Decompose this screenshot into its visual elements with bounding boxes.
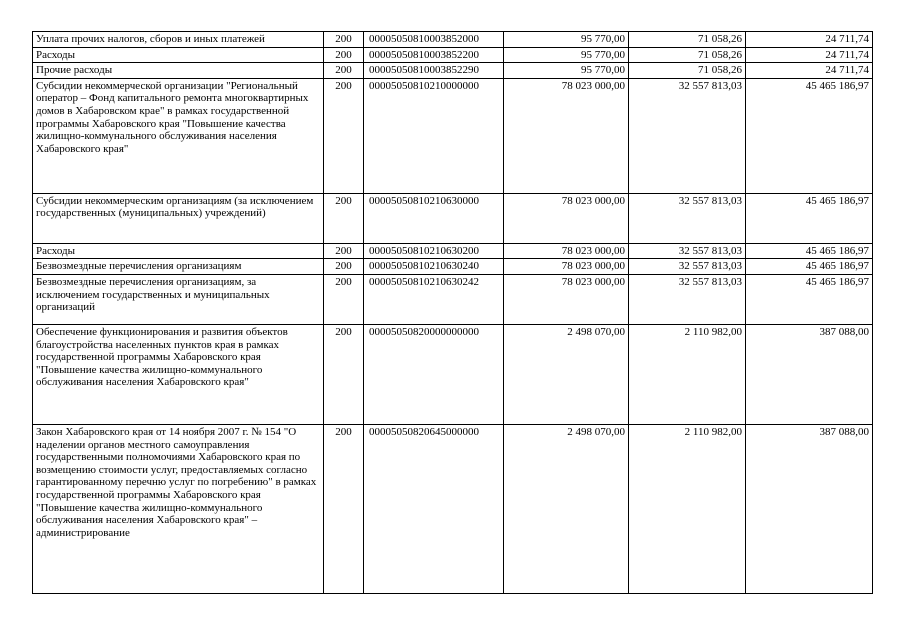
expense-name: Безвозмездные перечисления организациям, за исключением государственных и муниципальных организаций <box>33 274 324 324</box>
table-row <box>33 274 873 324</box>
approved-amount: 95 770,00 <box>504 32 629 48</box>
approved-amount: 78 023 000,00 <box>504 259 629 275</box>
classification-code: 00005050810210000000 <box>364 78 504 193</box>
expense-name: Субсидии некоммерческим организациям (за исключением государственных (муниципальных) учреждений) <box>33 193 324 243</box>
unexecuted-amount: 387 088,00 <box>746 324 873 424</box>
classification-code: 00005050820645000000 <box>364 424 504 593</box>
classification-code: 00005050810003852200 <box>364 47 504 63</box>
unexecuted-amount: 45 465 186,97 <box>746 78 873 193</box>
line-code: 200 <box>324 47 364 63</box>
expense-name: Безвозмездные перечисления организациям <box>33 259 324 275</box>
approved-amount: 78 023 000,00 <box>504 243 629 259</box>
executed-amount: 2 110 982,00 <box>629 324 746 424</box>
executed-amount: 32 557 813,03 <box>629 78 746 193</box>
approved-amount: 78 023 000,00 <box>504 193 629 243</box>
approved-amount: 95 770,00 <box>504 63 629 79</box>
classification-code: 00005050810210630240 <box>364 259 504 275</box>
line-code: 200 <box>324 424 364 593</box>
expense-name: Субсидии некоммерческой организации "Региональный оператор – Фонд капитального ремонта многоквартирных домов в Хабаровском крае" в рамках государственной программы Хабаровского края "Повышение качества жилищно-коммунального обслуживания населения Хабаровского края" <box>33 78 324 193</box>
table-row <box>33 47 873 63</box>
unexecuted-amount: 45 465 186,97 <box>746 243 873 259</box>
classification-code: 00005050810003852000 <box>364 32 504 48</box>
executed-amount: 32 557 813,03 <box>629 193 746 243</box>
approved-amount: 95 770,00 <box>504 47 629 63</box>
line-code: 200 <box>324 32 364 48</box>
expense-name: Прочие расходы <box>33 63 324 79</box>
executed-amount: 32 557 813,03 <box>629 259 746 275</box>
expense-name: Закон Хабаровского края от 14 ноября 2007 г. № 154 "О наделении органов местного самоуправления государственными полномочиями Хабаровского края по возмещению стоимости услуг, предоставляемых согласно гарантированному перечню услуг по погребению" в рамках государственной программы Хабаровского края "Повышение качества жилищно-коммунального обслуживания населения Хабаровского края" – администрирование <box>33 424 324 593</box>
line-code: 200 <box>324 243 364 259</box>
table-row <box>33 324 873 424</box>
executed-amount: 32 557 813,03 <box>629 243 746 259</box>
line-code: 200 <box>324 324 364 424</box>
budget-table <box>32 31 873 594</box>
classification-code: 00005050820000000000 <box>364 324 504 424</box>
table-row <box>33 32 873 48</box>
table-row <box>33 63 873 79</box>
approved-amount: 78 023 000,00 <box>504 274 629 324</box>
table-row <box>33 259 873 275</box>
expense-name: Расходы <box>33 47 324 63</box>
line-code: 200 <box>324 78 364 193</box>
classification-code: 00005050810003852290 <box>364 63 504 79</box>
expense-name: Уплата прочих налогов, сборов и иных платежей <box>33 32 324 48</box>
unexecuted-amount: 45 465 186,97 <box>746 274 873 324</box>
classification-code: 00005050810210630200 <box>364 243 504 259</box>
unexecuted-amount: 24 711,74 <box>746 63 873 79</box>
expense-name: Обеспечение функционирования и развития объектов благоустройства населенных пунктов края в рамках государственной программы Хабаровского края "Повышение качества жилищно-коммунального обслуживания населения Хабаровского края" <box>33 324 324 424</box>
classification-code: 00005050810210630000 <box>364 193 504 243</box>
approved-amount: 78 023 000,00 <box>504 78 629 193</box>
table-row <box>33 424 873 593</box>
unexecuted-amount: 24 711,74 <box>746 32 873 48</box>
unexecuted-amount: 45 465 186,97 <box>746 259 873 275</box>
executed-amount: 32 557 813,03 <box>629 274 746 324</box>
executed-amount: 71 058,26 <box>629 32 746 48</box>
unexecuted-amount: 24 711,74 <box>746 47 873 63</box>
table-row <box>33 78 873 193</box>
table-row <box>33 193 873 243</box>
line-code: 200 <box>324 193 364 243</box>
line-code: 200 <box>324 274 364 324</box>
executed-amount: 71 058,26 <box>629 63 746 79</box>
executed-amount: 71 058,26 <box>629 47 746 63</box>
expense-name: Расходы <box>33 243 324 259</box>
approved-amount: 2 498 070,00 <box>504 424 629 593</box>
table-row <box>33 243 873 259</box>
line-code: 200 <box>324 259 364 275</box>
line-code: 200 <box>324 63 364 79</box>
classification-code: 00005050810210630242 <box>364 274 504 324</box>
approved-amount: 2 498 070,00 <box>504 324 629 424</box>
unexecuted-amount: 45 465 186,97 <box>746 193 873 243</box>
unexecuted-amount: 387 088,00 <box>746 424 873 593</box>
executed-amount: 2 110 982,00 <box>629 424 746 593</box>
